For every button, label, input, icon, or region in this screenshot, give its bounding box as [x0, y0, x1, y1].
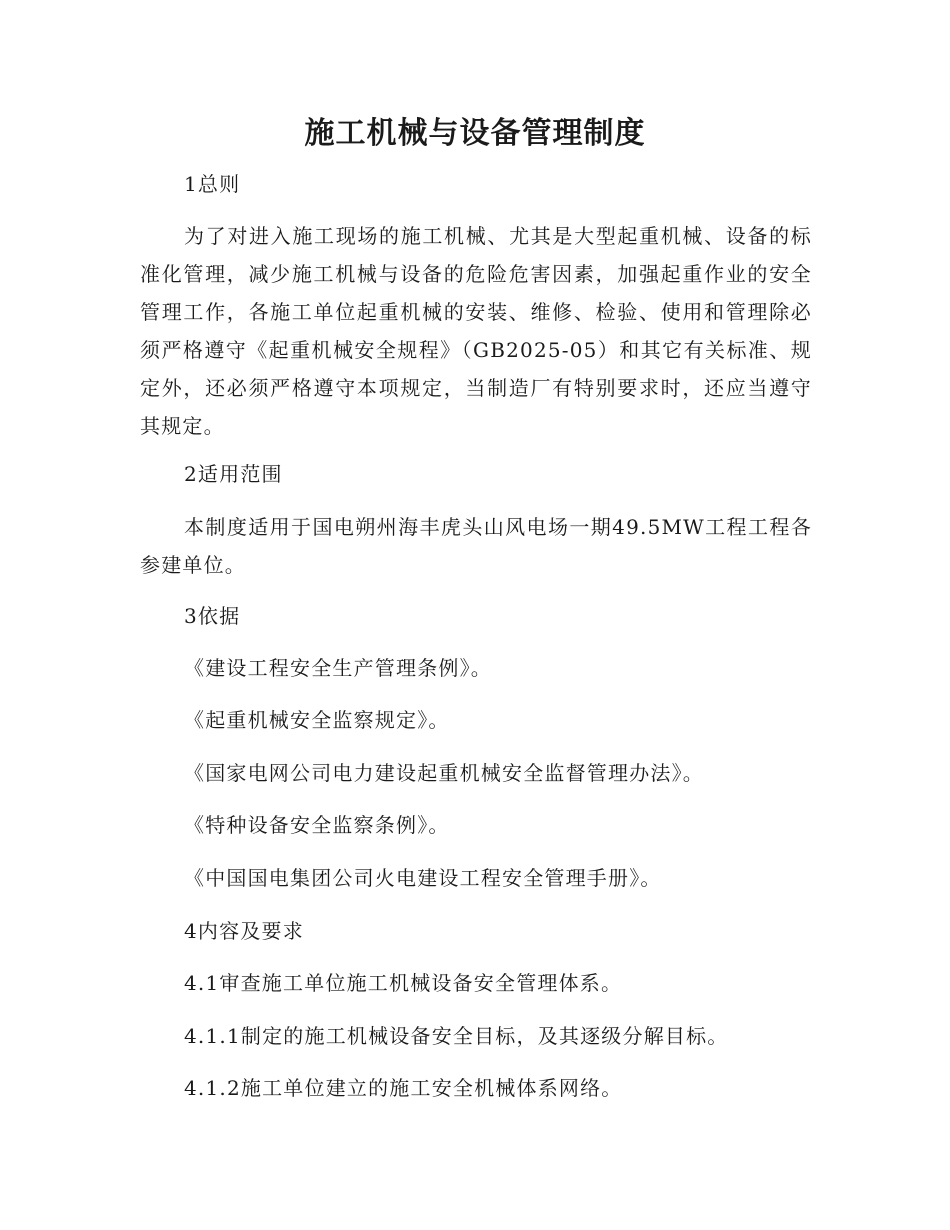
- basis-item: 《起重机械安全监察规定》。: [184, 708, 450, 732]
- document-title: 施工机械与设备管理制度: [304, 116, 646, 151]
- section-4-1-2: 4.1.2施工单位建立的施工安全机械体系网络。: [184, 1076, 623, 1100]
- basis-item: 《特种设备安全监察条例》。: [184, 813, 450, 837]
- section-4-heading: 4内容及要求: [184, 919, 304, 943]
- basis-item: 《建设工程安全生产管理条例》。: [184, 656, 492, 680]
- section-4-1-1: 4.1.1制定的施工机械设备安全目标，及其逐级分解目标。: [184, 1024, 729, 1048]
- section-3-heading: 3依据: [184, 604, 241, 628]
- section-1-heading: 1总则: [184, 172, 241, 196]
- basis-item: 《国家电网公司电力建设起重机械安全监督管理办法》。: [184, 761, 704, 785]
- section-2-body: 本制度适用于国电朔州海丰虎头山风电场一期49.5MW工程工程各参建单位。: [140, 515, 812, 577]
- section-1-body: 为了对进入施工现场的施工机械、尤其是大型起重机械、设备的标准化管理，减少施工机械与设备的危险危害因素，加强起重作业的安全管理工作，各施工单位起重机械的安装、维修、检验、使用和管理除必须严格遵守《起重机械安全规程》（GB2025-05）和其它有关标准、规定外，还必须严格遵守本项规定，当制造厂有特别要求时，还应当遵守其规定。: [140, 224, 812, 438]
- section-4-1: 4.1审查施工单位施工机械设备安全管理体系。: [184, 971, 623, 995]
- section-2-heading: 2适用范围: [184, 462, 283, 486]
- basis-item: 《中国国电集团公司火电建设工程安全管理手册》。: [184, 866, 662, 890]
